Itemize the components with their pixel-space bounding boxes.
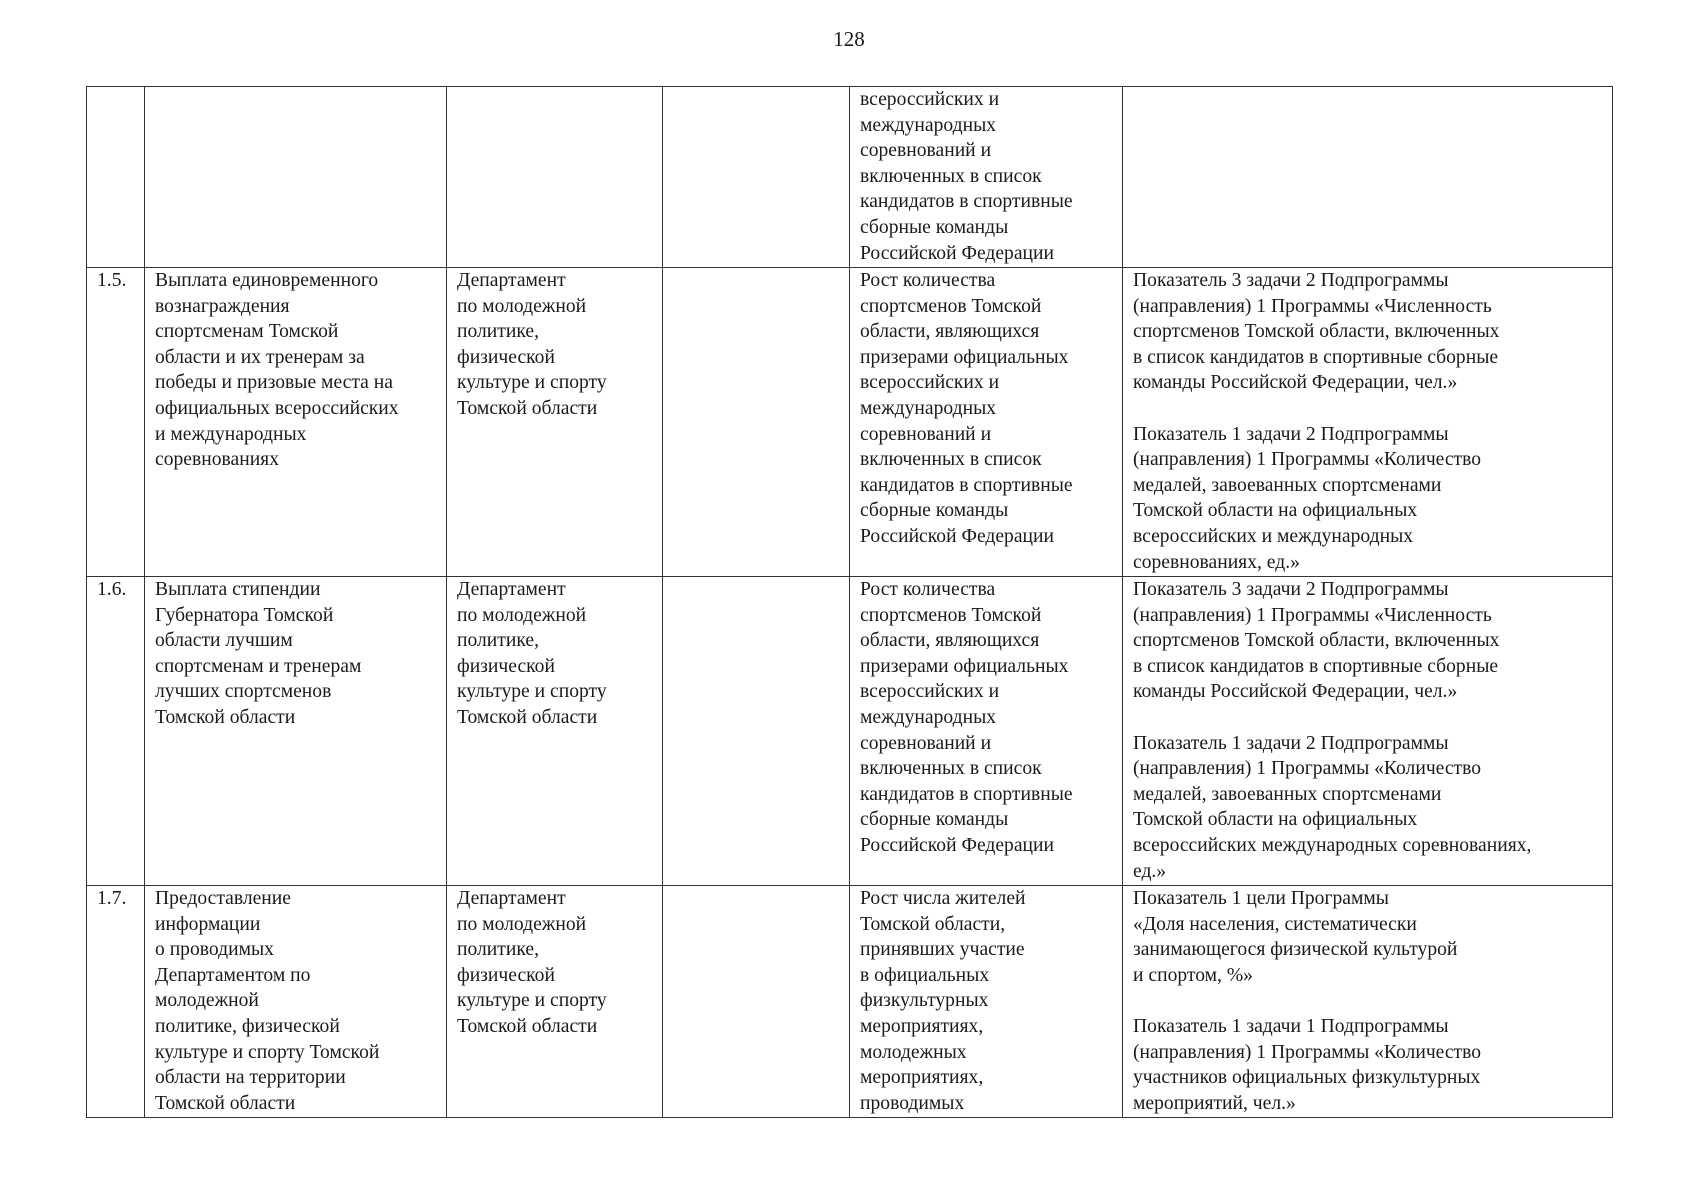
table-row: [87, 87, 1613, 268]
indicators-cell: [1123, 268, 1613, 577]
indicators-cell: [1123, 577, 1613, 886]
row-number-cell: [87, 268, 145, 577]
executor-text: Департамент по молодежной политике, физической культуре и спорту Томской области: [457, 270, 607, 419]
executor-text: Департамент по молодежной политике, физической культуре и спорту Томской области: [457, 579, 607, 728]
result-text: Рост количества спортсменов Томской области, являющихся призерами официальных всероссийских и международных соревнований и включенных в список кандидатов в спортивные сборные команды Российской Федерации: [860, 579, 1073, 856]
result-text: Рост числа жителей Томской области, принявших участие в официальных физкультурных мероприятиях, молодежных мероприятиях, проводимых: [860, 888, 1026, 1114]
activity-text: Выплата единовременного вознаграждения спортсменам Томской области и их тренерам за победы и призовые места на официальных всероссийских и международных соревнованиях: [155, 270, 399, 471]
table-row: [87, 577, 1613, 886]
row-number-cell: [87, 87, 145, 268]
empty-cell: [663, 268, 850, 577]
empty-cell: [663, 87, 850, 268]
executor-text: Департамент по молодежной политике, физической культуре и спорту Томской области: [457, 888, 607, 1037]
indicators-cell: [1123, 87, 1613, 268]
indicator-text: Показатель 3 задачи 2 Подпрограммы (направления) 1 Программы «Численность спортсменов Томской области, включенных в список кандидатов в спортивные сборные команды Российской Федерации, чел.»: [1133, 579, 1500, 703]
activity-cell: [145, 886, 447, 1118]
result-cell: [850, 87, 1123, 268]
empty-cell: [663, 577, 850, 886]
activity-text: Выплата стипендии Губернатора Томской области лучшим спортсменам и тренерам лучших спортсменов Томской области: [155, 579, 362, 728]
result-cell: [850, 577, 1123, 886]
indicator-text: Показатель 1 цели Программы «Доля населения, систематически занимающегося физической культурой и спортом, %»: [1133, 888, 1458, 986]
indicator-text: Показатель 1 задачи 2 Подпрограммы (направления) 1 Программы «Количество медалей, завоеванных спортсменами Томской области на официальных всероссийских и международных соревнованиях, ед.»: [1133, 423, 1482, 573]
row-number: 1.6.: [97, 579, 127, 600]
activity-cell: [145, 87, 447, 268]
table-row: [87, 886, 1613, 1118]
row-number-cell: [87, 577, 145, 886]
indicators-cell: [1123, 886, 1613, 1118]
page-number: 128: [833, 27, 865, 51]
result-text: всероссийских и международных соревнований и включенных в список кандидатов в спортивные сборные команды Российской Федерации: [860, 89, 1073, 264]
row-number: 1.5.: [97, 270, 127, 291]
activity-text: Предоставление информации о проводимых Департаментом по молодежной политике, физической культуре и спорту Томской области на территории Томской области: [155, 888, 380, 1114]
row-number-cell: [87, 886, 145, 1118]
indicator-text: Показатель 3 задачи 2 Подпрограммы (направления) 1 Программы «Численность спортсменов Томской области, включенных в список кандидатов в спортивные сборные команды Российской Федерации, чел.»: [1133, 270, 1500, 394]
activity-cell: [145, 577, 447, 886]
result-cell: [850, 268, 1123, 577]
result-cell: [850, 886, 1123, 1118]
row-number: 1.7.: [97, 888, 127, 909]
program-activities-table: [86, 86, 1613, 1118]
indicator-text: Показатель 1 задачи 2 Подпрограммы (направления) 1 Программы «Количество медалей, завоеванных спортсменами Томской области на официальных всероссийских международных соревнованиях, ед.»: [1133, 732, 1532, 882]
executor-cell: [447, 886, 663, 1118]
executor-cell: [447, 87, 663, 268]
table-row: [87, 268, 1613, 577]
executor-cell: [447, 577, 663, 886]
indicator-text: Показатель 1 задачи 1 Подпрограммы (направления) 1 Программы «Количество участников официальных физкультурных мероприятий, чел.»: [1133, 1015, 1482, 1114]
activity-cell: [145, 268, 447, 577]
result-text: Рост количества спортсменов Томской области, являющихся призерами официальных всероссийских и международных соревнований и включенных в список кандидатов в спортивные сборные команды Российской Федерации: [860, 270, 1073, 547]
empty-cell: [663, 886, 850, 1118]
executor-cell: [447, 268, 663, 577]
